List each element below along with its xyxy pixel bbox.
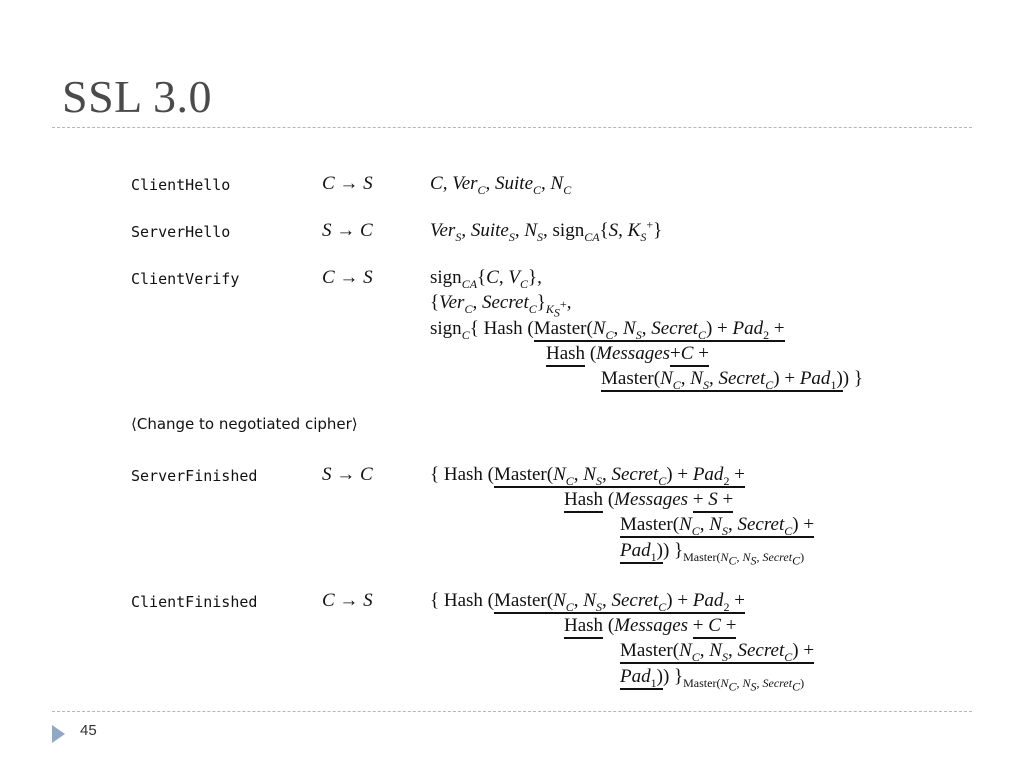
play-triangle-icon xyxy=(52,725,65,743)
slide-title: SSL 3.0 xyxy=(62,71,213,122)
formula-clientverify-line1: sign$_{CA}${C, $V_C$}, xyxy=(430,267,542,291)
dir-clientfinished: C → S xyxy=(322,590,373,611)
formula-clientverify-line3: sign$_C${ Hash ($Master(N_C$, $N_S$, Secret$_C$) + Pad$_2$ + xyxy=(430,318,785,342)
formula-clientfinished-line4: Pad$_1$)) }$_{Master(N_C, N_S, Secret_C)}$ xyxy=(620,666,805,694)
msg-clientfinished: ClientFinished xyxy=(131,593,258,611)
formula-serverfinished-line4: Pad$_1$)) }$_{Master(N_C, N_S, Secret_C)}$ xyxy=(620,540,805,568)
msg-clienthello: ClientHello xyxy=(131,176,231,194)
formula-serverfinished-line2: Hash (Messages + S + xyxy=(564,489,733,511)
dir-serverhello: S → C xyxy=(322,220,373,241)
dir-clienthello: C → S xyxy=(322,173,373,194)
formula-clientfinished-line2: Hash (Messages + C + xyxy=(564,615,736,637)
msg-clientverify: ClientVerify xyxy=(131,270,240,288)
formula-clientfinished-line3: $Master(N_C$, $N_S$, Secret$_C$) + xyxy=(620,640,815,664)
msg-serverhello: ServerHello xyxy=(131,223,231,241)
formula-clientverify-line2: {Ver$_C$, $Secret_C\}_{K_S^+}$, xyxy=(430,292,572,320)
title-divider xyxy=(52,127,972,128)
page-number: 45 xyxy=(80,722,97,739)
dir-clientverify: C → S xyxy=(322,267,373,288)
formula-serverhello: Ver$_S$, Suite$_S$, $N_S$, sign$_{CA}${S, $K_S^+$} xyxy=(430,217,663,244)
formula-clientfinished-line1: { Hash ($Master(N_C$, $N_S$, Secret$_C$) + Pad$_2$ + xyxy=(430,590,745,614)
formula-clientverify-line4: Hash (Messages+C + xyxy=(546,343,709,365)
dir-serverfinished: S → C xyxy=(322,464,373,485)
formula-clienthello: C, Ver$_C$, Suite$_C$, $N_C$ xyxy=(430,173,572,197)
msg-serverfinished: ServerFinished xyxy=(131,467,258,485)
formula-serverfinished-line3: $Master(N_C$, $N_S$, Secret$_C$) + xyxy=(620,514,815,538)
formula-clientverify-line5: $Master(N_C$, $N_S$, Secret$_C$) + Pad$_1$)) } xyxy=(601,368,863,392)
change-cipher-note: ⟨Change to negotiated cipher⟩ xyxy=(131,415,358,433)
formula-serverfinished-line1: { Hash ($Master(N_C$, $N_S$, Secret$_C$) + Pad$_2$ + xyxy=(430,464,745,488)
footer-divider xyxy=(52,711,972,712)
